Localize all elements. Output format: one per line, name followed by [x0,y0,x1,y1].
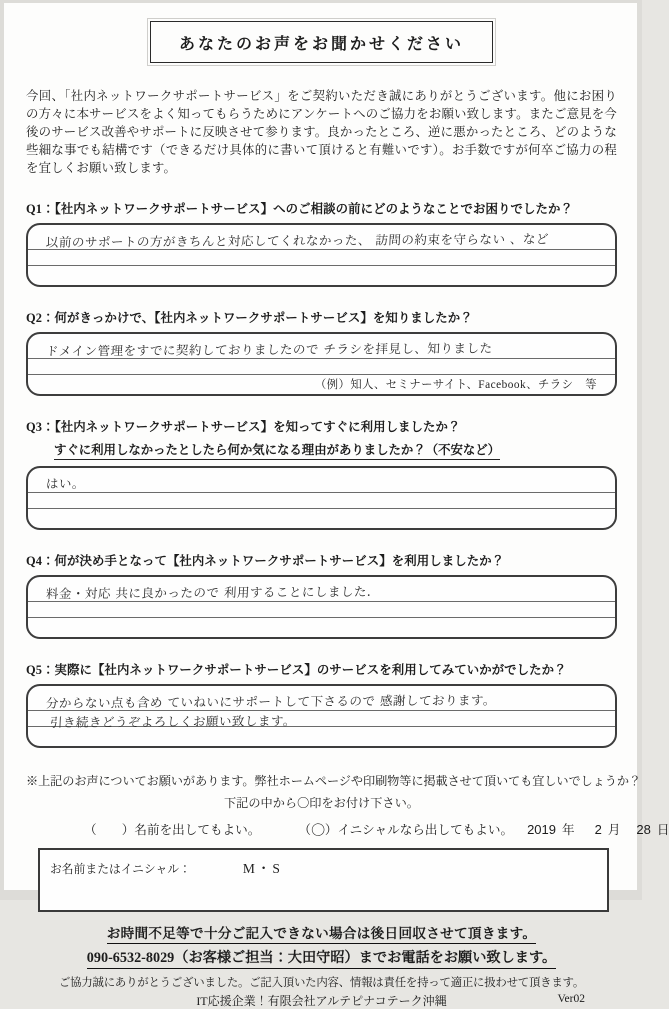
answer-box-q2 [26,332,617,396]
answer-line [28,266,615,285]
answer-line [28,468,615,493]
answer-line [28,727,615,746]
handwritten-answer-q5-line2: 引き続きどうぞよろしくお願い致します。 [49,712,297,730]
question-q5-label: Q5：実際に【社内ネットワークサポートサービス】のサービスを利用してみていかがでしたか？ [26,662,567,677]
date-day-value: 28 [636,821,651,837]
question-block-q4 [26,551,617,639]
question-q2-label: Q2：何がきっかけで、【社内ネットワークサポートサービス】を知りましたか？ [26,310,473,325]
question-block-q2 [26,308,617,396]
footer-section [26,922,617,1009]
name-initial-box [38,848,609,912]
form-title-box [150,21,493,63]
date-month-unit: 月 [607,822,621,837]
option-name-label: 名前を出してもよい。 [134,822,261,837]
answer-line [28,686,615,711]
handwritten-answer-q2: ドメイン管理をすでに契約しておりましたので チラシを拝見し、知りました [45,339,493,359]
answer-line [28,334,615,359]
option-initial-paren-open: （ [298,822,311,837]
answer-line [28,359,615,375]
answer-box-q1 [26,223,617,287]
handwritten-circle-mark: 〇 [309,821,328,840]
footer-company-line [26,992,617,1009]
option-publish-initial [298,819,513,839]
date-year-unit: 年 [561,822,575,837]
footer-notice-collection: お時間不足等で十分ご記入できない場合は後日回収させて頂きます。 [107,922,537,944]
question-block-q5 [26,660,617,748]
option-initial-label: イニシャルなら出してもよい。 [337,822,514,837]
footer-thanks: ご協力誠にありがとうございました。ご記入頂いた内容、情報は責任を持って適正に扱わせて頂きます。 [58,976,585,989]
answer-line [28,711,615,730]
form-version: Ver02 [557,992,585,1005]
option-name-parens: （ ） [84,822,135,837]
date-month-value: 2 [594,821,602,837]
question-q1-label: Q1：【社内ネットワークサポートサービス】へのご相談の前にどのようなことでお困りでしたか？ [26,201,573,216]
consent-note: ※上記のお声についてお願いがあります。弊社ホームページや印刷物等に掲載させて頂いても宜しいでしょうか？ [26,773,641,788]
answer-line [28,618,615,637]
answer-line [28,375,615,394]
answer-line [28,250,615,266]
company-name: IT応援企業！有限会社アルテピナコテーク沖縄 [196,993,447,1008]
footer-notice-phone: 090-6532-8029（お客様ご担当：大田守昭）までお電話をお願い致します。 [87,947,556,969]
answer-box-q3 [26,466,617,530]
answer-box-q5 [26,684,617,748]
option-publish-name [84,819,260,838]
question-q4-label: Q4：何が決め手となって【社内ネットワークサポートサービス】を利用しましたか？ [26,553,505,568]
date-year-value: 2019 [527,821,556,837]
question-block-q3 [26,417,617,530]
question-block-q1 [26,199,617,287]
handwritten-answer-q4: 料金・対応 共に良かったので 利用することにしました． [45,583,381,601]
answer-line [28,509,615,528]
answer-line [28,225,615,250]
consent-options [26,819,669,840]
handwritten-answer-q3: はい。 [45,475,86,491]
intro-paragraph: 今回、「社内ネットワークサポートサービス」をご契約いただき誠にありがとうございます。他にお困りの方々に本サービスをよく知ってもらうためにアンケートへのご協力をお願い致します。またご意見を今後のサービス改善やサポートに反映させて参ります。良かったところ、逆に悪かったところ、どのような些細な事でも結構です（できるだけ具体的に書いて頂けると有難いです）。お手数ですが何卒ご協力の程を宜しくお願い致します。 [26,89,617,175]
question-q3-label: Q3：【社内ネットワークサポートサービス】を知ってすぐに利用しましたか？ [26,419,461,434]
form-page [4,3,669,1008]
page-title: あなたのお声をお聞かせください [178,36,464,53]
option-initial-paren-close: ） [324,822,338,837]
date-day-unit: 日 [656,822,669,837]
handwritten-answer-q1: 以前のサポートの方がきちんと対応してくれなかった、 訪問の約束を守らない 、など [45,230,550,250]
handwritten-answer-q5-line1: 分からない点も含め ていねいにサポートして下さるので 感謝しております。 [45,691,497,711]
name-box-value: M・S [242,860,282,876]
consent-instruction: 下記の中から〇印をお付け下さい。 [224,795,419,810]
name-box-label: お名前またはイニシャル： [50,861,191,876]
consent-section [26,772,669,840]
question-q3-sublabel: すぐに利用しなかったとしたら何か気になる理由がありましたか？（不安など） [54,440,500,460]
answer-line [28,493,615,509]
answer-line [28,602,615,618]
date-field [527,819,669,838]
answer-box-q4 [26,575,617,639]
example-hint-text: （例）知人、セミナーサイト、Facebook、チラシ 等 [314,378,597,391]
answer-line [28,577,615,602]
